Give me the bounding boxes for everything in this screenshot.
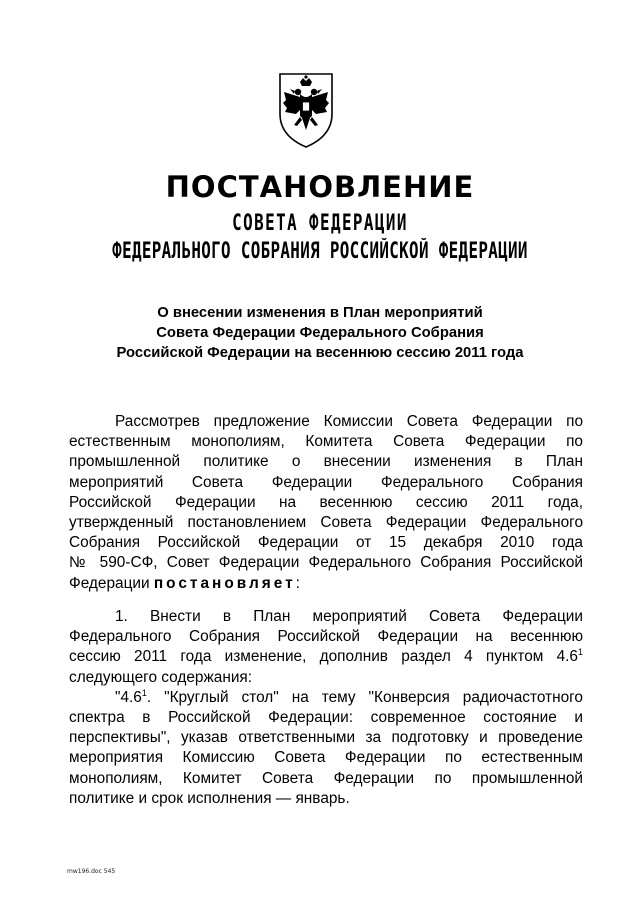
coat-of-arms-icon (274, 70, 338, 150)
footnote-superscript: 1 (577, 647, 583, 658)
text-line: 1. Внести в План мероприятий Совета Федерации (115, 608, 583, 625)
text-line: Собрания Российской Федерации от 15 декабря 2010 года (69, 534, 583, 552)
text-line: естественным монополиям, Комитета Совета Федерации по (69, 433, 583, 451)
text-line (69, 688, 583, 708)
text-line: мероприятий Совета Федерации Федерального Собрания (69, 473, 583, 491)
document-subject (60, 303, 580, 363)
file-id: mw196.doc 545 (67, 868, 116, 875)
item-1-paragraph (69, 607, 583, 809)
subject-line: Российской Федерации на весеннюю сессию 2011 года (116, 345, 524, 361)
text-line: мероприятия Комиссию Совета Федерации по естественным (69, 749, 583, 767)
text-line: политике и срок исполнения — январь. (69, 789, 350, 807)
text-fragment: : (295, 574, 300, 592)
issuer-line-2: ФЕДЕРАЛЬНОГО СОБРАНИЯ РОССИЙСКОЙ ФЕДЕРАЦИИ (112, 239, 528, 264)
text-line: перспективы", указав ответственными за подготовку и проведение (69, 729, 583, 747)
text-line: № 590-СФ, Совет Федерации Федерального Собрания Российской (69, 554, 583, 572)
text-line: Федерального Собрания Российской Федерации на весеннюю (69, 628, 583, 646)
issuer-line-1: СОВЕТА ФЕДЕРАЦИИ (232, 211, 408, 236)
text-fragment: . "Круглый стол" на тему "Конверсия радиочастотного (146, 688, 583, 706)
text-line (69, 647, 583, 667)
footnote-superscript: 1 (141, 687, 147, 698)
preamble-paragraph (69, 412, 583, 594)
text-fragment: "4.6 (115, 688, 142, 706)
text-line: промышленной политике о внесении изменения в План (69, 453, 583, 471)
text-line: утвержденный постановлением Совета Федерации Федерального (69, 513, 583, 531)
text-line: спектра в Российской Федерации: современное состояние и (69, 708, 583, 726)
text-fragment: Федерации (69, 574, 150, 592)
resolves-word: постановляет (153, 574, 296, 592)
text-line (69, 574, 583, 594)
text-line: Рассмотрев предложение Комиссии Совета Федерации по (115, 413, 583, 430)
text-line: монополиям, Комитет Совета Федерации по промышленной (69, 769, 583, 787)
text-fragment: сессию 2011 года изменение, дополнив раздел 4 пунктом 4.6 (69, 648, 578, 666)
text-line: Российской Федерации на весеннюю сессию 2011 года, (69, 493, 583, 511)
subject-line: Совета Федерации Федерального Собрания (156, 325, 484, 341)
text-line: следующего содержания: (69, 668, 253, 686)
subject-line: О внесении изменения в План мероприятий (157, 305, 483, 321)
document-title: ПОСТАНОВЛЕНИЕ (165, 170, 475, 204)
